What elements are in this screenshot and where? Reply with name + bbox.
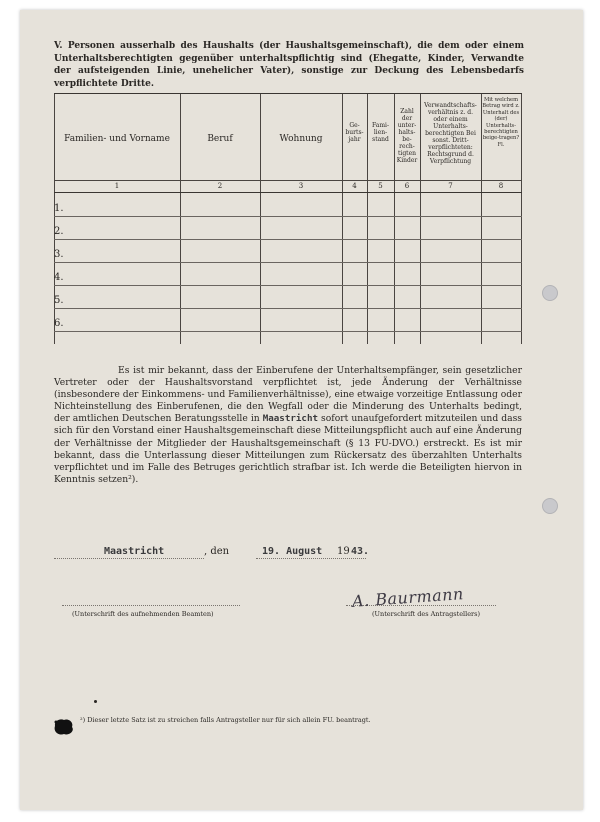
footnote: ²) Dieser letzte Satz ist zu streichen falls Antragsteller nur für sich allein FU. beantragt. [80,716,371,724]
ink-blot-icon [52,717,76,737]
signing-year-prefix: 19 [337,546,350,557]
col-number: 6 [404,182,410,190]
col-number: 7 [448,182,453,190]
applicant-signature: A. Baurmann [351,584,465,611]
typed-place: Maastricht [262,413,319,425]
row-number: 6. [54,318,64,329]
col-number: 8 [498,182,504,190]
date-dotted-line [256,558,366,559]
col-number: 5 [378,182,383,190]
signing-date: 19. August [262,546,323,557]
row-number: 3. [54,249,64,260]
declaration-text [54,365,522,486]
col-header-geburtsjahr: Ge-burts-jahr [345,122,364,143]
col-header-kinder: Zahl der unter-halts-be-rech-tigten Kinder [396,108,418,164]
row-number: 2. [54,226,64,237]
signing-year-suffix: 43. [351,546,370,557]
declaration-part2: sofort unaufgefordert mitzuteilen und dass sich für den Vorstand einer Haushaltsgemeinschaft diese Mitteilungspflicht auch auf eine Änderung der Verhältnisse der Mitglieder der Haushaltsgemeinschaft (§ 13 FU-DVO.) erstreckt. Es ist mir bekannt, dass die Unterlassung dieser Mitteilungen zum Rückersatz des überzahlten Unterhalts verpflichtet und im Falle des Betruges gerichtlich strafbar ist. Ich werde die Beteiligten hiervon in Kenntnis setzen²). [54,413,522,485]
persons-table [54,93,522,344]
place-dotted-line [54,558,204,559]
ink-dot [94,700,97,703]
col-number: 4 [352,182,357,190]
col-number: 1 [114,182,120,190]
declaration-part1: Es ist mir bekannt, dass der Einberufene der Unterhaltsempfänger, sein gesetzlicher Vertreter oder der Haushaltsvorstand verpflichtet ist, jede Änderung der Verhältnisse (insbesondere der Einkommens- und Familienverhältnisse), eine etwaige vorzeitige Entlassung oder Nichteinstellung des Einberufenen, die den Wegfall oder die Minderung des Unterhalts bedingt, der amtlichen Deutschen Beratungsstelle in [54,365,522,425]
official-signature-caption: (Unterschrift des aufnehmenden Beamten) [72,610,214,618]
punch-hole [542,285,558,301]
signing-den: , den [204,546,230,557]
col-header-betrag: Mit welchem Betrag wird z. Unterhalt des (der) Unterhalts-berechtigten beige-tragen? Fl. [482,97,520,148]
col-header-familienstand: Fami-lien-stand [372,122,389,143]
section-heading: V. Personen ausserhalb des Haushalts (der Haushaltsgemeinschaft), die dem oder einem Unterhaltsberechtigten gegenüber unterhaltspflichtig sind (Ehegatte, Kinder, Verwandte der aufsteigenden Linie, unehelicher Vater), sonstige zur Deckung des Lebensbedarfs verpflichtete Dritte. [54,41,524,89]
punch-hole [542,498,558,514]
col-number: 3 [298,182,304,190]
official-signature-line [62,605,240,606]
row-number: 4. [54,272,64,283]
applicant-signature-caption: (Unterschrift des Antragstellers) [372,610,481,618]
col-header-verwandtschaft: Verwandtschafts-verhältnis z. d. oder einem Unterhalts-berechtigten Bei sonst. Dritt-verpflichteten: Rechtsgrund d. Verpflichtung [424,102,477,165]
col-header-name: Familien- und Vorname [64,134,170,144]
col-header-wohnung: Wohnung [279,134,323,144]
col-header-beruf: Beruf [207,134,233,144]
col-number: 2 [217,182,223,190]
row-number: 5. [54,295,64,306]
signing-place: Maastricht [104,546,165,557]
row-number: 1. [54,203,64,214]
